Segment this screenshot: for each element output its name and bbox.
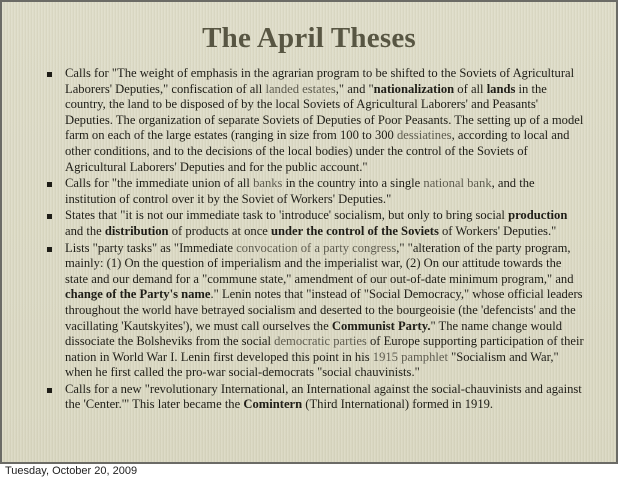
bullet-item <box>46 382 586 413</box>
body-text: "Socialism and War," when he first called the pro-war social-democrats "social chauvinists." <box>65 349 559 380</box>
slide-title: The April Theses <box>202 22 416 54</box>
body-text: of all <box>454 81 487 96</box>
bold-text: change of the Party's name <box>65 287 211 302</box>
square-bullet-icon <box>47 182 52 187</box>
body-text: Calls for "the immediate union of all <box>65 176 254 191</box>
body-text: of products at once <box>168 223 272 238</box>
body-text: Lists "party tasks" as "Immediate <box>65 240 237 255</box>
bullet-list <box>46 66 586 414</box>
body-text: in the country into a single <box>282 176 424 191</box>
text-link[interactable]: democratic parties <box>274 334 367 349</box>
body-text: Calls for "The weight of emphasis in the agrarian program to be shifted to the Soviets of Agricultural Laborers' Deputies," confiscation of all <box>65 66 575 96</box>
body-text: ," and " <box>335 81 374 96</box>
body-text: , according to local and other conditions, and to the decisions of the local bodies) under the control of the Soviets of Agricultural Laborers' Deputies and for the public account." <box>65 128 570 174</box>
text-link[interactable]: dessiatines <box>397 128 452 143</box>
text-link[interactable]: banks <box>253 176 283 191</box>
square-bullet-icon <box>47 72 52 77</box>
body-text: ," "alteration of the party program, mainly: (1) On the question of imperialism and the imperialist war, (2) On our attitude towards the state and our demand for a "commune state," amendment of our out-of-date minimum program," and <box>65 240 574 286</box>
body-text: (Third International) formed in 1919. <box>302 397 494 412</box>
body-text: " The name change would dissociate the Bolsheviks from the social <box>65 318 563 349</box>
square-bullet-icon <box>47 388 52 393</box>
footer-date: Tuesday, October 20, 2009 <box>5 465 138 477</box>
body-text: of Workers' Deputies." <box>438 223 557 238</box>
square-bullet-icon <box>47 214 52 219</box>
bullet-item <box>46 241 586 381</box>
bullet-item <box>46 208 586 239</box>
body-text: , and the institution of control over it by the Soviet of Workers' Deputies." <box>65 176 535 206</box>
body-text: Calls for a new "revolutionary International, an International against the social-chauvinists and against the 'Center.'" This later became the <box>65 381 582 412</box>
text-link[interactable]: convocation of a party congress <box>236 240 397 255</box>
bold-text: Communist Party. <box>331 318 431 333</box>
body-text: of Europe supporting participation of their nation in World War I. Lenin first developed this point in his <box>65 334 584 364</box>
bold-text: production <box>508 208 568 223</box>
bold-text: lands <box>486 81 516 96</box>
bullet-item <box>46 176 586 207</box>
body-text: and the <box>65 223 105 238</box>
bold-text: distribution <box>104 223 169 238</box>
body-text: ." Lenin notes that "instead of "Social Democracy," whose official leaders throughout the world have betrayed socialism and deserted to the bourgeoisie (the 'defencists' and the vacillating 'Kautskyites'), we must call ourselves the <box>65 287 583 333</box>
body-text: States that "it is not our immediate task to 'introduce' socialism, but only to bring social <box>65 208 509 223</box>
text-link[interactable]: landed estates <box>265 81 336 96</box>
bold-text: Comintern <box>243 397 303 412</box>
bullet-item <box>46 66 586 175</box>
text-link[interactable]: 1915 pamphlet <box>372 349 448 364</box>
bold-text: under the control of the Soviets <box>271 223 439 238</box>
square-bullet-icon <box>47 247 52 252</box>
body-text: in the country, the land to be disposed of by the local Soviets of Agricultural Laborers' and Peasants' Deputies. The organization of separate Soviets of Deputies of Poor Peasants. The setting up of a model farm on each of the large estates (ranging in size from 100 to 300 <box>65 81 584 143</box>
bold-text: nationalization <box>373 81 455 96</box>
text-link[interactable]: national bank <box>423 176 492 191</box>
